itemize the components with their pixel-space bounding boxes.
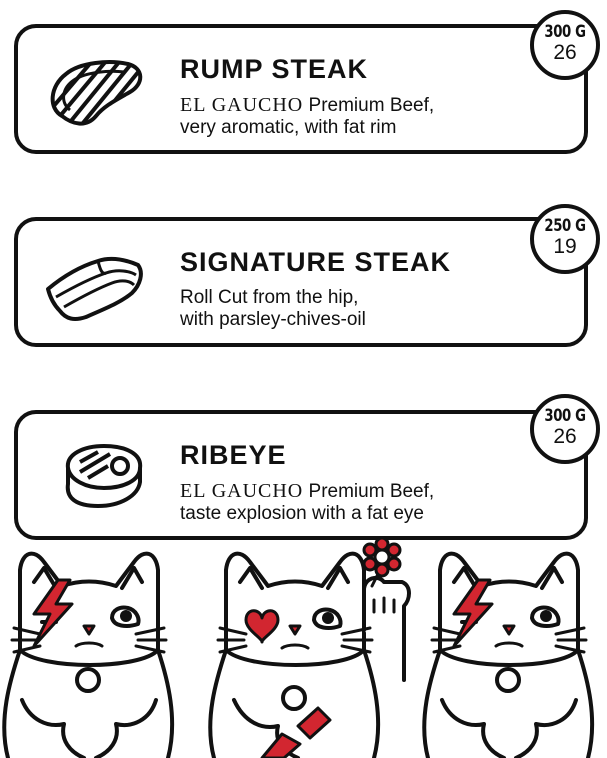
- item-description: [180, 480, 434, 525]
- item-description: [180, 287, 366, 331]
- description-line-1: Premium Beef,: [308, 481, 435, 502]
- description-line-2: with parsley-chives-oil: [180, 309, 366, 330]
- price-label: 26: [553, 41, 577, 64]
- ribeye-icon: [40, 432, 150, 522]
- flower-icon: [364, 538, 400, 576]
- description-line-2: taste explosion with a fat eye: [180, 503, 424, 524]
- lucky-cat-lightning-icon: [4, 554, 172, 758]
- item-title: RIBEYE: [180, 440, 287, 470]
- lucky-cat-heart-icon: [210, 538, 409, 758]
- weight-label: 300 G: [544, 22, 586, 42]
- brand-name: EL GAUCHO: [180, 94, 304, 116]
- menu-card-signature-steak: [14, 217, 588, 347]
- item-title: SIGNATURE STEAK: [180, 247, 452, 277]
- weight-label: 300 G: [544, 406, 586, 426]
- lucky-cat-lightning-icon: [424, 554, 592, 758]
- weight-label: 250 G: [544, 216, 586, 236]
- lucky-cats-illustration: [0, 530, 607, 758]
- brand-name: EL GAUCHO: [180, 480, 304, 502]
- steak-slice-icon: [40, 46, 150, 136]
- price-badge: [530, 204, 600, 274]
- menu-card-rump-steak: [14, 24, 588, 154]
- price-badge: [530, 394, 600, 464]
- price-label: 19: [553, 235, 577, 258]
- price-badge: [530, 10, 600, 80]
- description-line-1: Roll Cut from the hip,: [180, 287, 359, 308]
- menu-card-ribeye: [14, 410, 588, 540]
- description-line-2: very aromatic, with fat rim: [180, 117, 397, 138]
- roll-cut-icon: [40, 239, 150, 329]
- price-label: 26: [553, 425, 577, 448]
- item-description: [180, 94, 434, 139]
- description-line-1: Premium Beef,: [308, 95, 435, 116]
- item-title: RUMP STEAK: [180, 54, 369, 84]
